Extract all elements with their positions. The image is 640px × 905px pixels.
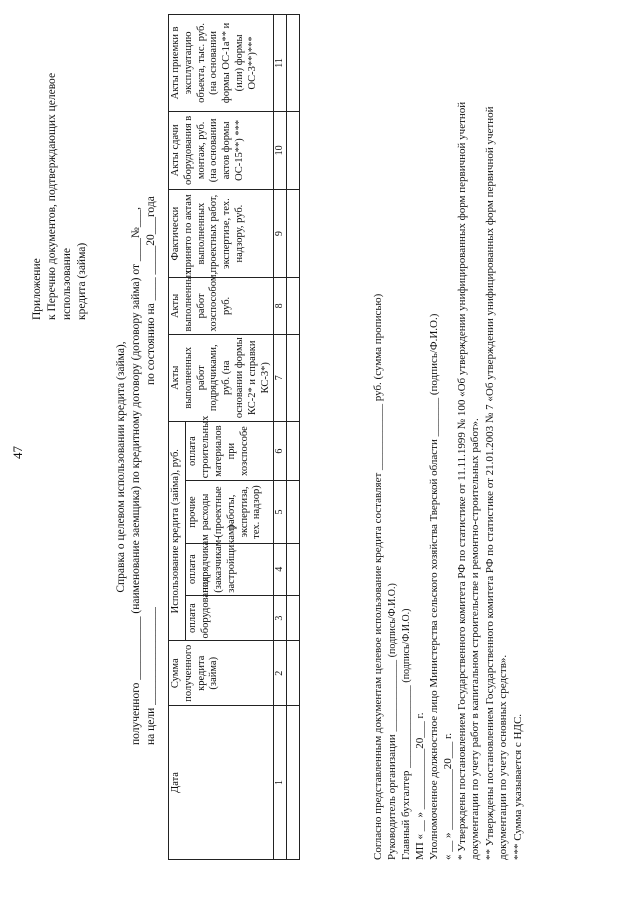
footnote-1: * Утверждены постановлением Государственного комитета РФ по статистике от 11.11.1999 № 100 «Об утверждении унифицированных форм первичной учетной документации по учету работ в капитальном строительстве и ремонтно-строительных работ».	[456, 101, 482, 860]
header-materials: оплата строительных материалов при хозспособе	[186, 421, 274, 480]
blank-cell	[287, 111, 300, 189]
accountant-label: Главный бухгалтер _______________	[400, 685, 412, 860]
director-label: Руководитель организации _____________	[386, 660, 398, 860]
header-acts-self: Акты выполненных работ хозспособом, руб.	[169, 278, 274, 334]
blank-cell	[287, 334, 300, 421]
stamp-date-line: МП « __ » ___________20___ г.	[414, 712, 426, 860]
purpose-line: на цели _________________	[145, 607, 157, 745]
header-equipment: оплата оборудования	[186, 595, 274, 641]
form-title: Справка о целевом использовании кредита (займа),	[115, 341, 127, 593]
blank-data-row	[287, 15, 300, 860]
blank-cell	[287, 706, 300, 860]
blank-cell	[287, 595, 300, 641]
column-number: 4	[274, 543, 287, 595]
recipient-line: полученного ___________ (наименование заемщика) по кредитному договору (договору займа) от ____№___,	[130, 207, 142, 745]
column-number: 6	[274, 421, 287, 480]
footnote-3: *** Сумма указывается с НДС.	[512, 713, 524, 860]
page-number: 47	[10, 446, 25, 459]
appendix-header	[30, 10, 90, 320]
blank-cell	[287, 189, 300, 277]
column-number: 3	[274, 595, 287, 641]
column-number: 11	[274, 15, 287, 112]
appendix-line-3: кредита (займа)	[75, 242, 88, 320]
column-number: 2	[274, 641, 287, 706]
header-other-costs: прочие расходы (проектные работы, экспертиза, тех. надзор)	[186, 481, 274, 543]
column-number: 8	[274, 278, 287, 334]
header-loan-sum: Сумма полученного кредита (займа)	[169, 641, 274, 706]
official-date-line: « __ » ___________20___ г.	[442, 732, 454, 860]
accountant-sign-caption: (подпись/Ф.И.О.)	[401, 608, 412, 683]
appendix-line-2: к Перечню документов, подтверждающих целевое использование	[45, 72, 73, 320]
blank-cell	[287, 641, 300, 706]
column-number: 5	[274, 481, 287, 543]
header-acts-acceptance: Акты приемки в эксплуатацию объекта, тыс. руб. (на основании формы ОС-1а** и (или) формы ОС-3**)***	[169, 15, 274, 112]
column-number-row	[274, 15, 287, 860]
report-date-line: по состоянию на ____ _____20___года	[145, 196, 157, 385]
director-sign-caption: (подпись/Ф.И.О.)	[387, 583, 398, 658]
blank-cell	[287, 481, 300, 543]
header-row-1	[169, 15, 186, 860]
header-contractors: оплата подрядчикам (заказчикам-застройщикам)	[186, 543, 274, 595]
blank-cell	[287, 15, 300, 112]
appendix-line-1: Приложение	[31, 258, 43, 320]
accountant-signature-line	[400, 609, 413, 861]
column-number: 1	[274, 706, 287, 860]
header-actual-design: Фактически принято по актам выполненных проектных работ, экспертизе, тех. надзору, руб.	[169, 189, 274, 277]
blank-cell	[287, 421, 300, 480]
header-usage-group: Использование кредита (займа), руб.	[169, 421, 186, 641]
column-number: 7	[274, 334, 287, 421]
header-date: Дата	[169, 706, 274, 860]
blank-cell	[287, 543, 300, 595]
header-acts-equipment: Акты сдачи оборудования в монтаж, руб. (на основании актов формы ОС-15**) ***	[169, 111, 274, 189]
column-number: 9	[274, 189, 287, 277]
footnote-2: ** Утверждены постановлением Государственного комитета РФ по статистике от 21.01.2003 № 7 «Об утверждении унифицированных форм первичной учетной документации по учету основных средств».	[484, 106, 510, 860]
usage-table	[168, 14, 300, 860]
header-acts-completed: Акты выполненных работ подрядчиками, руб. (на основании формы КС-2* и справки КС-3*)	[169, 334, 274, 421]
column-number: 10	[274, 111, 287, 189]
blank-cell	[287, 278, 300, 334]
total-usage-line: Согласно представленным документам целевое использование кредита составляет ____________ руб. (сумма прописью)	[372, 293, 384, 860]
official-signature-line: Уполномоченное должностное лицо Министерства сельского хозяйства Тверской области _______ (подпись/Ф.И.О.)	[428, 313, 440, 860]
director-signature-line	[386, 583, 399, 860]
